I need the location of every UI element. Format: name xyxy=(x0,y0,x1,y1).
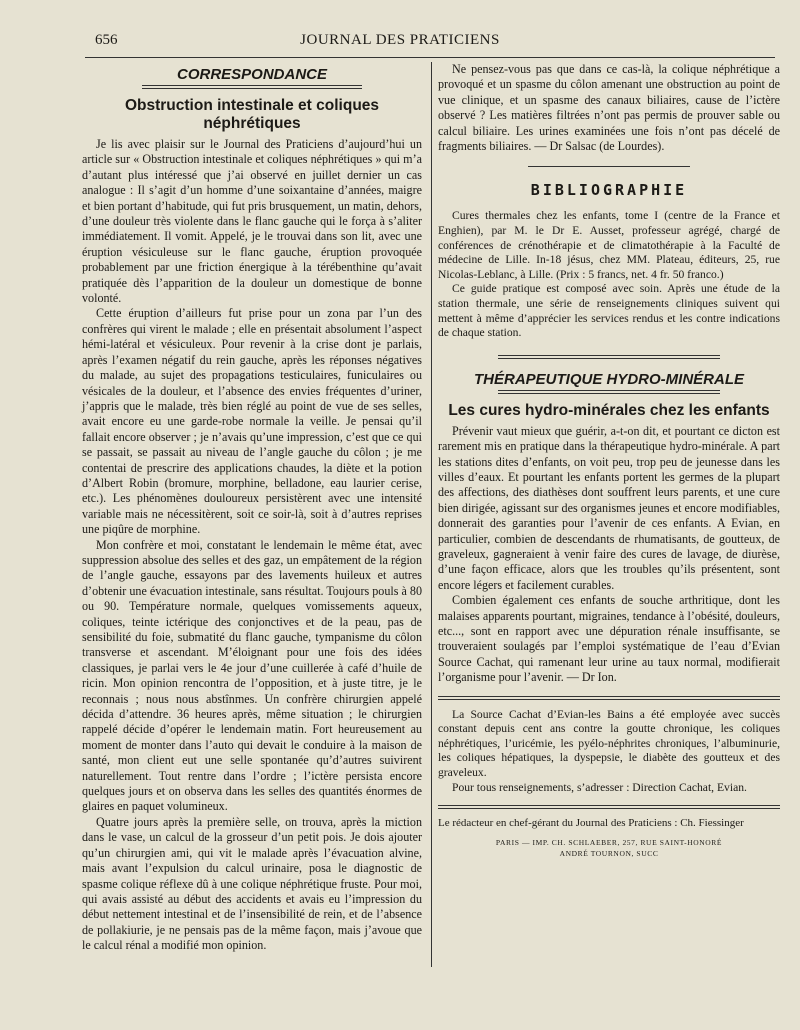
paragraph: Cette éruption d’ailleurs fut prise pour un zona par l’un des confrères qui virent le malade ; elle en présentait absolument l’aspect hémi-latéral et vésiculeux. Pour revenir à la crise dont je parlais, après l’examen négatif du rein gauche, après les réponses négatives du malade, au sujet des propagations testiculaires, funiculaires ou vésicales de la douleur, et l’absence des envies fréquentes d’uriner, j’appris que le malade, très bien réglé au point de vue de ses selles, avait encore eu une garde-robe normale la veille. Je pensai qu’il fallait encore observer ; je n’avais qu’une impression, c’est que ce qui se passait, se passait au niveau de l’angle gauche du côlon ; je me contentai de prescrire des applications chaudes, la diète et la potion d’Albert Robin (bromure, morphine, belladone, eau laurier cerise, etc.). Les phénomènes douloureux persistèrent avec une intensité variable mais ne nécessitèrent, soit ce soir-là, soit à d’autres reprises une piqûre de morphine. xyxy=(82,306,422,537)
right-column xyxy=(438,62,780,859)
page-number: 656 xyxy=(95,32,118,48)
continuation-paragraph: Ne pensez-vous pas que dans ce cas-là, la colique néphrétique a provoqué et un spasme du côlon amenant une obstruction au point de vue clinique, et un spasme des canaux biliaires, cause de l’ictère observé ? Les matières filtrées n’ont pas permis de prouver sable ou calcul biliaire. Les urines examinées une fois n’ont pas décelé de fragments biliaires. — Dr Salsac (de Lourdes). xyxy=(438,62,780,154)
imprint xyxy=(438,837,780,859)
paragraph: Prévenir vaut mieux que guérir, a-t-on dit, et pourtant ce dicton est rarement mis en pratique dans la thérapeutique hydro-minérale. A part les stations dites d’enfants, on voit peu, trop peu de jeunesse dans les villes d’eaux. Et pourtant les enfants portent les germes de la plupart des affections, des diathèses dont souffrent leurs parents, et une cure bien dirigée, agissant sur des organismes jeunes et encore modifiables, donnerait des garanties pour l’avenir de ces enfants. A Evian, en particulier, combien de descendants de rhumatisants, de goutteux, de graveleux, gagneraient à venir faire des cures de lavage, de diurèse, d’une façon efficace, alors que les troubles qu’ils présentent, sont encore légers et facilement curables. xyxy=(438,423,780,592)
column-divider xyxy=(431,62,432,967)
bibliography-entry: Cures thermales chez les enfants, tome I (centre de la France et Enghien), par M. le Dr E. Ausset, professeur agrégé, chargé de conférences de crénothérapie et de climatothérapie à la Faculté de médecine de Lille. In-18 jésus, chez MM. Plateau, éditeurs, 25, rue Nicolas-Leblanc, à Lille. (Prix : 5 francs, net. 4 fr. 50 franco.) xyxy=(438,209,780,281)
journal-title: JOURNAL DES PRATICIENS xyxy=(300,32,500,48)
header-rule xyxy=(85,57,775,58)
section-heading-therapeutique: THÉRAPEUTIQUE HYDRO-MINÉRALE xyxy=(473,370,744,388)
paragraph: Je lis avec plaisir sur le Journal des Praticiens d’aujourd’hui un article sur « Obstruction intestinale et coliques néphrétiques » qui m’a d’autant plus intéressé que j’ai observé en juillet dernier un cas analogue : Il s’agit d’un homme d’une soixantaine d’années, maigre et bien portant d’habitude, qui fut pris brusquement, un matin, dehors, d’une douleur très violente dans le flanc gauche qui le força à s’aliter immédiatement. Il vomit. Appelé, je le trouvai dans son lit, avec une éruption vésiculeuse sur le flanc gauche, éruption provoquée probablement par une friction énergique à la térébenthine qu’avait pratiquée dès l’apparition de la douleur un domestique de bonne volonté. xyxy=(82,137,422,306)
imprint-line: PARIS — IMP. CH. SCHLAEBER, 257, RUE SAINT-HONORÉ xyxy=(495,838,723,848)
advert-text: La Source Cachat d’Evian-les Bains a été employée avec succès constant depuis cent ans contre la goutte chronique, les coliques néphrétiques, l’uricémie, les pyélo-néphrites chroniques, l’albuminurie, les coliques hépatiques, la dyspepsie, le diabète des goutteux et des graveleux. xyxy=(438,707,780,780)
running-header xyxy=(0,30,800,52)
advert-rule xyxy=(438,696,780,700)
bibliography-heading: BIBLIOGRAPHIE xyxy=(530,181,688,200)
separator xyxy=(528,166,690,167)
advert-contact: Pour tous renseignements, s’adresser : Direction Cachat, Evian. xyxy=(452,780,747,794)
paragraph: Combien également ces enfants de souche arthritique, dont les malaises apparents pourtant, migraines, tendance à l’obésité, douleurs, etc..., sont en rapport avec une dépuration rénale insuffisante, se trouveraient soulagés par l’emploi systématique de l’eau d’Evian Source Cachat, qui ramenant leur urine au taux normal, modifierait l’organisme pour l’avenir. — Dr Ion. xyxy=(438,593,780,685)
section-rule xyxy=(142,85,362,89)
editor-line: Le rédacteur en chef-gérant du Journal des Praticiens : Ch. Fiessinger xyxy=(438,817,744,830)
section-heading-correspondance: CORRESPONDANCE xyxy=(176,66,327,83)
imprint-line: ANDRÉ TOURNON, SUCC xyxy=(559,849,659,859)
paragraph: Quatre jours après la première selle, on trouva, après la miction dans le vase, un calcul de la grosseur d’un petit pois. Je dois ajouter qu’un chirurgien ami, qui vit le malade après l’évacuation alvine, mais avant l’expulsion du calcul urinaire, posa le diagnostic de spasme colique réflexe dû à une colique néphrétique fruste. Pour moi, qui avais assisté au début des accidents et avais eu l’impression du début nettement intestinal et de l’insensibilité de rein, et de l’absence de pollakiurie, je ne pensais pas de la même façon, mais j’avoue que le calcul rénal a modifié mon opinion. xyxy=(82,814,422,953)
article-title: Obstruction intestinale et coliques néphrétiques xyxy=(124,97,380,132)
separator xyxy=(498,355,720,359)
footer-rule xyxy=(438,805,780,809)
article-title: Les cures hydro-minérales chez les enfants xyxy=(448,401,770,419)
bibliography-note: Ce guide pratique est composé avec soin. Après une étude de la station thermale, une série de renseignements cliniques suivent qui mettent à même d’apprécier les services rendus et les contre indications de chaque station. xyxy=(438,282,780,340)
paragraph: Mon confrère et moi, constatant le lendemain le même état, avec suppression absolue des selles et des gaz, un empâtement de la région de l’angle gauche, essayons par des lavements huileux et autres d’obtenir une évacuation intestinale, sans résultat. Toujours pouls à 80 ou 90. Température normale, quelques vomissements aqueux, coliques, teinte ictérique des conjonctives et de la peau, pas de sensibilité du foie, submatité du flanc gauche, tympanisme du côlon transverse et ascendant. M’éloignant pour une fois des idées classiques, je parlai vers le 4e jour d’une cuillerée à café d’huile de ricin. Mon opinion rencontra de l’opposition, et à juste titre, je le reconnais ; nous nous abstînmes. Un confrère chirurgien appelé décida d’attendre. 36 heures après, même situation ; le chirurgien rappelé décide d’opérer le lendemain matin. Fort heureusement au moment de monter dans l’auto qui devait le conduire à la maison de santé, mon client eut une selle spontanée qu’d’autres suivirent naturellement. Tout rentre dans l’ordre ; l’ictère persista encore quelques jours et on observa dans les selles des quantités énormes de glaires en paquet volumineux. xyxy=(82,537,422,814)
left-column xyxy=(82,62,422,954)
section-rule xyxy=(498,390,720,394)
